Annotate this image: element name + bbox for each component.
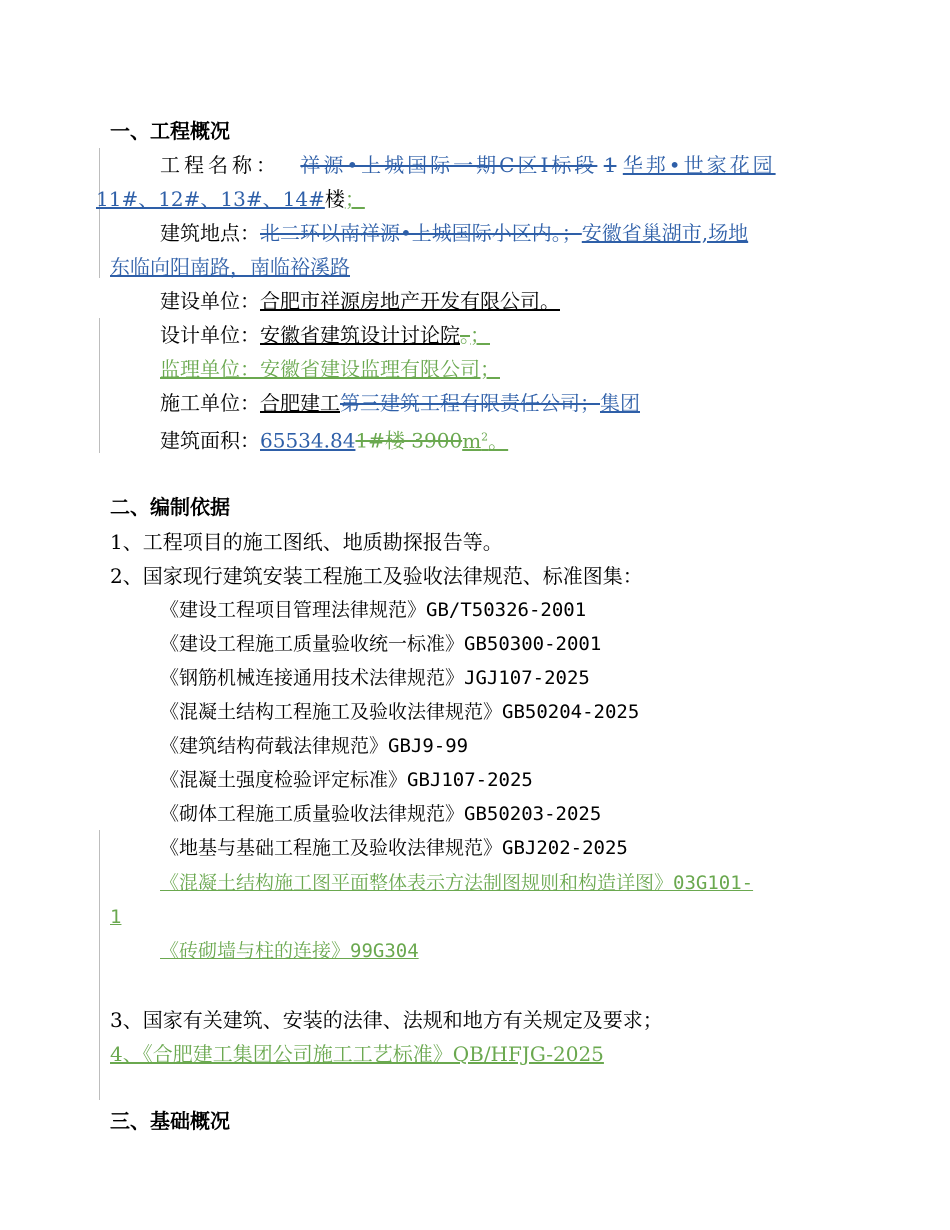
deleted-text: 北二环以南祥源•上城国际小区内。； [260, 221, 582, 245]
area-end: 。 [488, 428, 509, 453]
deleted-text: 第三建筑工程有限责任公司； [340, 391, 600, 415]
section-heading-basis: 二、编制依据 [110, 495, 230, 519]
project-name-label: 工程名称： [160, 153, 280, 177]
site-line [160, 220, 748, 246]
area-line [160, 424, 508, 454]
section-heading-overview: 一、工程概况 [110, 119, 230, 143]
inserted-text: 安徽省巢湖市,场地 [581, 221, 749, 245]
section-heading-foundation: 三、基础概况 [110, 1109, 230, 1133]
basis-item-4: 4、《合肥建工集团公司施工工艺标准》QB/HFJG-2025 [110, 1042, 604, 1066]
deleted-text: 1#楼 3900 [355, 428, 463, 453]
change-bar [99, 318, 100, 453]
supervisor-line: 监理单位：安徽省建设监理有限公司； [160, 357, 500, 381]
change-bar [99, 830, 100, 1100]
area-unit-text: m [462, 428, 482, 453]
text: 楼 [324, 187, 345, 211]
inserted-text: ； [344, 187, 365, 211]
inserted-standard: 《砖砌墙与柱的连接》99G304 [160, 940, 419, 962]
builder-label: 建设单位： [160, 289, 260, 313]
inserted-standard: 《混凝土结构施工图平面整体表示方法制图规则和构造详图》03G101- [160, 872, 754, 894]
designer-label: 设计单位： [160, 323, 260, 347]
inserted-text: 集团 [600, 391, 640, 415]
text: #、12#、13#、14# [121, 187, 325, 211]
inserted-text: 65534.84 [260, 428, 356, 453]
basis-item-3: 3、国家有关建筑、安装的法律、法规和地方有关规定及要求； [110, 1008, 663, 1032]
contractor-value: 合肥建工 [260, 391, 340, 415]
standard-item: 《地基与基础工程施工及验收法律规范》GBJ202-2025 [160, 837, 628, 859]
standard-item: 《钢筋机械连接通用技术法律规范》JGJ107-2025 [160, 667, 590, 689]
standard-item: 《建设工程施工质量验收统一标准》GB50300-2001 [160, 633, 602, 655]
inserted-text: 华邦•世家花园 [622, 153, 776, 177]
designer-line [160, 322, 490, 348]
standard-item: 《混凝土强度检验评定标准》GBJ107-2025 [160, 769, 533, 791]
project-name-line [160, 152, 776, 178]
inserted-standard-continued: 1 [110, 906, 122, 928]
contractor-label: 施工单位： [160, 391, 260, 415]
standard-item: 《建筑结构荷载法律规范》GBJ9-99 [160, 735, 469, 757]
deleted-text: 。 [460, 323, 470, 347]
area-label: 建筑面积： [160, 428, 260, 453]
inserted-text: 东临向阳南路，南临裕溪路 [110, 255, 350, 279]
inserted-text: ； [470, 323, 490, 347]
standard-item: 《砌体工程施工质量验收法律规范》GB50203-2025 [160, 803, 602, 825]
deleted-text: 祥源•上城国际一期C区Ⅰ标段 [300, 153, 598, 177]
basis-item-2: 2、国家现行建筑安装工程施工及验收法律规范、标准图集： [110, 564, 643, 588]
basis-item-1: 1、工程项目的施工图纸、地质勘探报告等。 [110, 530, 503, 554]
area-unit [462, 429, 508, 453]
contractor-line [160, 390, 640, 416]
designer-value: 安徽省建筑设计讨论院 [260, 323, 460, 347]
change-bar [99, 148, 100, 278]
standard-item: 《混凝土结构工程施工及验收法律规范》GB50204-2025 [160, 701, 640, 723]
inserted-text: 11 [96, 187, 122, 211]
area-unit-sup: 2 [481, 430, 489, 443]
site-line-2 [110, 254, 350, 280]
builder-value: 合肥市祥源房地产开发有限公司。 [260, 289, 560, 313]
deleted-text: 1 [603, 153, 617, 177]
site-label: 建筑地点： [160, 221, 260, 245]
builder-line [160, 288, 560, 314]
project-name-line-2 [96, 186, 365, 212]
standard-item: 《建设工程项目管理法律规范》GB/T50326-2001 [160, 599, 587, 621]
